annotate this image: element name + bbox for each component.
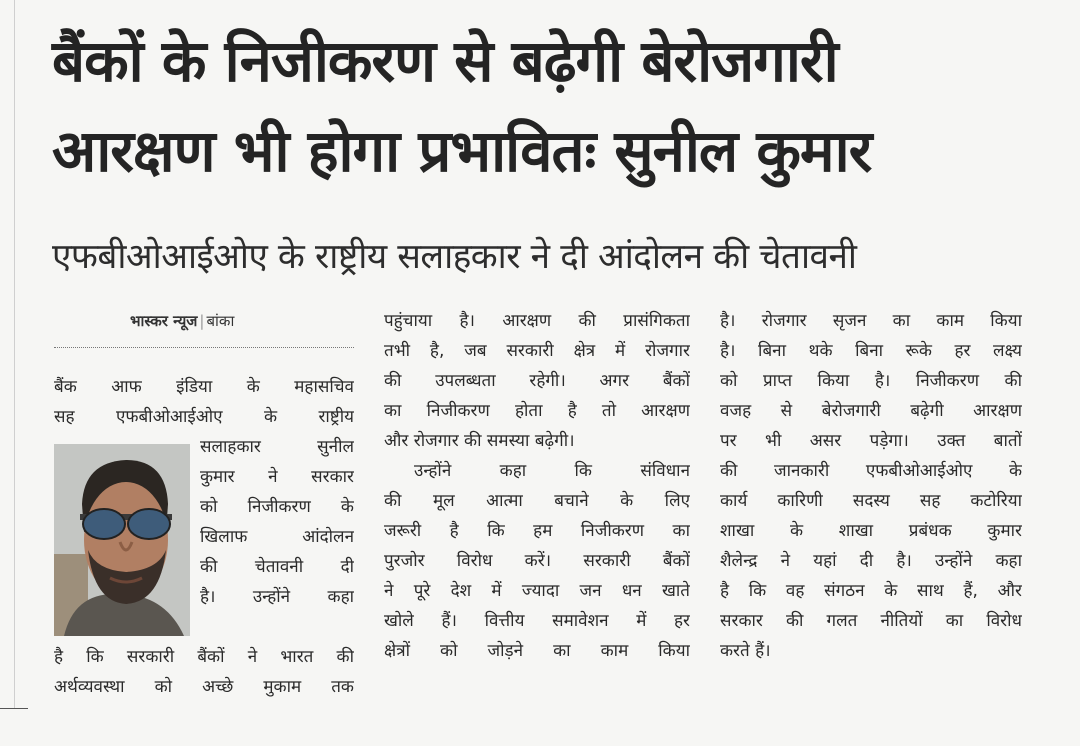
byline bbox=[130, 308, 234, 334]
text-line: शैलेन्द्र ने यहां दी है। उन्होंने कहा bbox=[720, 551, 1022, 571]
text-line: और रोजगार की समस्या बढ़ेगी। bbox=[384, 431, 575, 451]
text-line: को निजीकरण के bbox=[200, 497, 354, 517]
byline-divider bbox=[54, 347, 354, 348]
text-line: खोले हैं। वित्तीय समावेशन में हर bbox=[384, 611, 690, 631]
text-line: पुरजोर विरोध करें। सरकारी बैंकों bbox=[384, 551, 690, 571]
text-line: कुमार ने सरकार bbox=[200, 467, 354, 487]
text-line: उन्होंने कहा कि संविधान bbox=[414, 461, 690, 481]
byline-place: बांका bbox=[206, 312, 235, 330]
byline-source: भास्कर न्यूज bbox=[130, 312, 198, 330]
column-2 bbox=[384, 306, 690, 666]
text-line: तभी है, जब सरकारी क्षेत्र में रोजगार bbox=[384, 341, 690, 361]
text-line: है। उन्होंने कहा bbox=[200, 587, 354, 607]
text-line: क्षेत्रों को जोड़ने का काम किया bbox=[384, 641, 690, 661]
text-line: करते हैं। bbox=[720, 641, 771, 661]
text-line: की मूल आत्मा बचाने के लिए bbox=[384, 491, 690, 511]
byline-separator: | bbox=[199, 312, 205, 330]
text-line: ने पूरे देश में ज्यादा जन धन खाते bbox=[384, 581, 690, 601]
column-3 bbox=[720, 306, 1022, 666]
page-bottom-rule bbox=[0, 708, 28, 709]
text-line: है। बिना थके बिना रूके हर लक्ष्य bbox=[720, 341, 1022, 361]
column-1-wrap bbox=[200, 432, 354, 612]
text-line: सलाहकार सुनील bbox=[200, 437, 354, 457]
reporter-photo bbox=[54, 444, 190, 636]
text-line: कार्य कारिणी सदस्य सह कटोरिया bbox=[720, 491, 1022, 511]
text-line: को प्राप्त किया है। निजीकरण की bbox=[720, 371, 1022, 391]
text-line: बैंक आफ इंडिया के महासचिव bbox=[54, 377, 354, 397]
text-line: शाखा के शाखा प्रबंधक कुमार bbox=[720, 521, 1022, 541]
text-line: वजह से बेरोजगारी बढ़ेगी आरक्षण bbox=[720, 401, 1022, 421]
text-line: सह एफबीओआईओए के राष्ट्रीय bbox=[54, 407, 354, 427]
text-line: खिलाफ आंदोलन bbox=[200, 527, 354, 547]
text-line: पर भी असर पड़ेगा। उक्त बातों bbox=[720, 431, 1022, 451]
column-1-bottom bbox=[54, 642, 354, 702]
page-edge-line bbox=[14, 0, 15, 708]
subheadline: एफबीओआईओए के राष्ट्रीय सलाहकार ने दी आंदोलन की चेतावनी bbox=[52, 237, 857, 277]
text-line: की चेतावनी दी bbox=[200, 557, 354, 577]
column-1-top bbox=[54, 372, 354, 432]
headline-line-2: आरक्षण भी होगा प्रभावितः सुनील कुमार bbox=[52, 117, 872, 185]
text-line: है कि वह संगठन के साथ हैं, और bbox=[720, 581, 1022, 601]
text-line: है कि सरकारी बैंकों ने भारत की bbox=[54, 647, 354, 667]
text-line: अर्थव्यवस्था को अच्छे मुकाम तक bbox=[54, 677, 354, 697]
person-portrait-image bbox=[54, 444, 190, 636]
text-line: है। रोजगार सृजन का काम किया bbox=[720, 311, 1022, 331]
text-line: पहुंचाया है। आरक्षण की प्रासंगिकता bbox=[384, 311, 690, 331]
text-line: की उपलब्धता रहेगी। अगर बैंकों bbox=[384, 371, 690, 391]
text-line: सरकार की गलत नीतियों का विरोध bbox=[720, 611, 1022, 631]
text-line: की जानकारी एफबीओआईओए के bbox=[720, 461, 1022, 481]
text-line: जरूरी है कि हम निजीकरण का bbox=[384, 521, 690, 541]
headline-line-1: बैंकों के निजीकरण से बढ़ेगी बेरोजगारी bbox=[52, 27, 838, 95]
text-line: का निजीकरण होता है तो आरक्षण bbox=[384, 401, 690, 421]
